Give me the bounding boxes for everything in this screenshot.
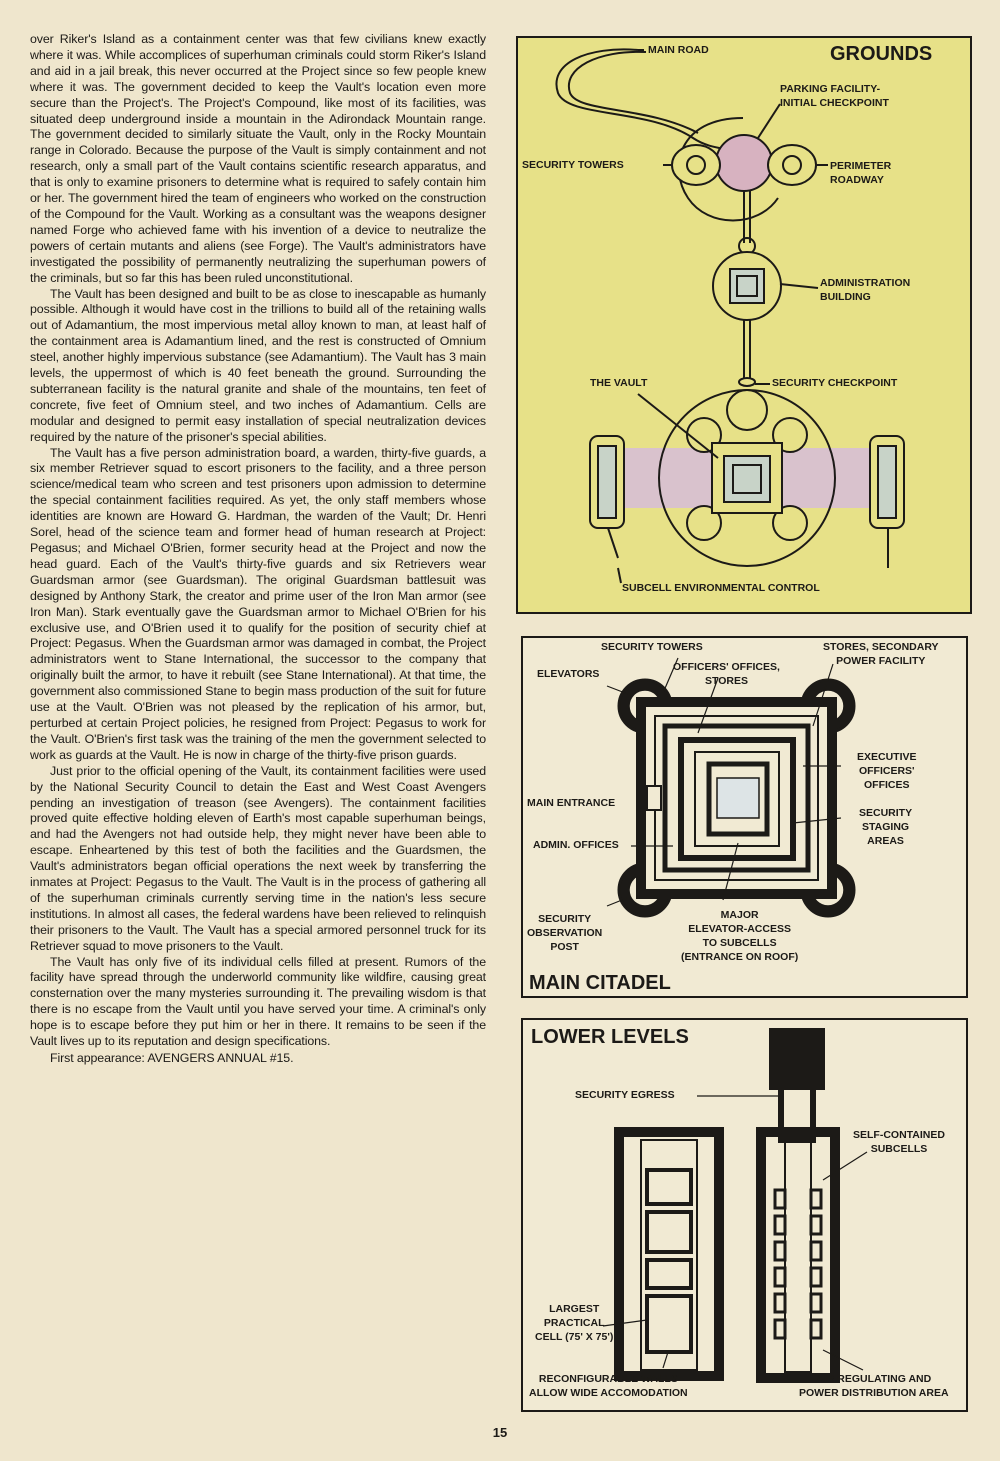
label-observation-post: SECURITY OBSERVATION POST <box>527 913 603 953</box>
label-admin-building: ADMINISTRATION BUILDING <box>820 277 911 303</box>
label-security-towers: SECURITY TOWERS <box>601 641 703 653</box>
label-the-vault: THE VAULT <box>590 377 648 389</box>
label-admin-offices: ADMIN. OFFICES <box>533 839 619 851</box>
label-security-checkpoint: SECURITY CHECKPOINT <box>772 377 898 389</box>
label-main-entrance: MAIN ENTRANCE <box>527 797 616 809</box>
lower-levels-title: LOWER LEVELS <box>531 1026 689 1048</box>
paragraph: over Riker's Island as a containment center was that few civilians knew exactly where it was. While accomplices of superhuman criminals could storm Riker's Island and aid in a jail break, this never occurred at the Project since so few people knew where it was. The government decided to keep the Vault's location even more secure than the Project's. The Project's Compound, like most of its facilities, was situated deep underground inside a mountain in the Adirondack Mountain range. The government decided to similarly situate the Vault, only in the Rocky Mountain range in Colorado. Because the purpose of the Vault is simply containment and not research, only a small part of the Vault contains scientific research apparatus, and that is only to examine prisoners to determine what is required to safely contain him or her. The government hired the team of engineers who worked on the construction of the Compound for the Vault. Working as a consultant was the weapons designer named Forge who achieved fame with his invention of a device to neutralize the powers of certain mutants and aliens (see Forge). The Vault's administrators have investigated the possibility of permanently neutralizing the superhuman powers of the criminals, but so far this has been ruled unconstitutional. <box>30 32 486 285</box>
paragraph: The Vault has a five person administration board, a warden, thirty-five guards, a six member Retriever squad to escort prisoners to the facility, and a three person science/medical team who screen and test prisoners upon admission to determine the special containment facilities required. As yet, the only staff members whose identities are known are Howard G. Hardman, the warden of the Vault; Dr. Henri Sorel, head of the science team and former head of human research at Project: Pegasus; and Michael O'Brien, former security head at the Project and now the head guard. Each of the Vault's thirty-five guards and six Retrievers wear Guardsman armor (see Guardsman). The original Guardsman battlesuit was designed by Anthony Stark, the creator and prime user of the Iron Man armor (see Iron Man). Stark eventually gave the Guardsman armor to Michael O'Brien for his exclusive use, and O'Brien used it to qualify for the position of security chief at Project: Pegasus. When the Guardsman armor was damaged in combat, the Project administrators went to Stane International, the successor to the company that originally built the armor, to have it rebuilt (see Stane International). At that time, the government also commissioned Stane to begin mass production of the suit for future use at the Vault. O'Brien was not pleased by the replication of his armor, but, perturbed at certain Project policies, he resigned from Project: Pegasus to work for the Vault. O'Brien's first task was the training of the men the government selected to work as guards at the Vault. He is now in charge of the thirty-five prison guards. <box>30 445 486 762</box>
first-appearance: First appearance: AVENGERS ANNUAL #15. <box>50 1051 294 1065</box>
label-subcell-environmental: SUBCELL ENVIRONMENTAL CONTROL <box>622 582 820 594</box>
label-air-regulating: AIR REGULATING AND POWER DISTRIBUTION AREA <box>799 1373 949 1399</box>
label-reconfigurable: RECONFIGURABLE WALLS ALLOW WIDE ACCOMODATION <box>529 1373 688 1399</box>
grounds-title: GROUNDS <box>830 43 933 65</box>
lower-levels-diagram <box>521 1018 968 1412</box>
label-parking: PARKING FACILITY- INITIAL CHECKPOINT <box>780 83 889 109</box>
label-elevators: ELEVATORS <box>537 668 600 680</box>
main-citadel-diagram <box>521 636 968 998</box>
lower-levels-drawing <box>523 1020 966 1410</box>
label-major-elevator: MAJOR ELEVATOR-ACCESS TO SUBCELLS (ENTRANCE ON ROOF) <box>681 909 799 963</box>
label-self-contained: SELF-CONTAINED SUBCELLS <box>853 1129 945 1155</box>
grounds-diagram <box>516 36 972 614</box>
paragraph: The Vault has been designed and built to be as close to inescapable as humanly possible. Although it would have cost in the trillions to build all of the retaining walls out of Adamantium, the most impervious metal alloy known to man, at least half of the containment area is Adamantium lined, and the rest is constructed of Omnium steel, another highly impervious substance (see Adamantium). The Vault has 3 main levels, the uppermost of which is 40 feet beneath the ground. Surrounding the subterranean facility is the natural granite and shale of the mountains, ten feet of concrete, five feet of Omnium steel, and two inches of Adamantium. Cells are modular and designed to permit easy installation of special neutralization devices required by the nature of the prisoner's special abilities. <box>30 286 486 444</box>
label-security-staging: SECURITY STAGING AREAS <box>859 807 913 847</box>
label-executive-offices: EXECUTIVE OFFICERS' OFFICES <box>857 751 917 791</box>
grounds-map-drawing <box>518 38 970 612</box>
paragraph: Just prior to the official opening of the Vault, its containment facilities were used by the National Security Council to detain the East and West Coast Avengers pending an investigation of treason (see Avengers). The containment facilities proved quite effective holding eleven of Earth's most capable superhuman beings, and had the Avengers not had outside help, they might never have been able to escape. Enheartened by this test of both the facilities and the Guardsmen, the Vault's administrators began official operations the next week by transferring the inmates at Project: Pegasus to the Vault. The Vault is in the process of gathering all of the superhuman criminals currently serving time in the nation's less secure institutions. In almost all cases, the federal wardens have been relieved to relinquish their prisoners to the Vault. The Vault has a special armored personnel truck for its Retriever squad to move prisoners to the Vault. <box>30 763 486 953</box>
label-officers-offices: OFFICERS' OFFICES, STORES <box>673 661 780 687</box>
label-perimeter: PERIMETER ROADWAY <box>830 160 892 186</box>
label-stores-secondary: STORES, SECONDARY POWER FACILITY <box>823 641 939 667</box>
page-number: 15 <box>492 1425 508 1440</box>
label-security-egress: SECURITY EGRESS <box>575 1089 675 1101</box>
label-largest-cell: LARGEST PRACTICAL CELL (75' X 75') <box>535 1303 614 1343</box>
label-main-road: MAIN ROAD <box>648 44 709 56</box>
label-security-towers: SECURITY TOWERS <box>522 159 624 171</box>
paragraph: The Vault has only five of its individual cells filled at present. Rumors of the facility have spread through the underworld community like wildfire, causing great consternation over the many mysteries surrounding it. The prevailing wisdom is that there is no escape from the Vault until you have served your time. A criminal's only hope is to escape before they put him or her in there. It remains to be seen if the Vault lives up to its reputation and design specifications. <box>30 954 486 1049</box>
article-body <box>30 32 486 1067</box>
citadel-title: MAIN CITADEL <box>529 972 671 994</box>
